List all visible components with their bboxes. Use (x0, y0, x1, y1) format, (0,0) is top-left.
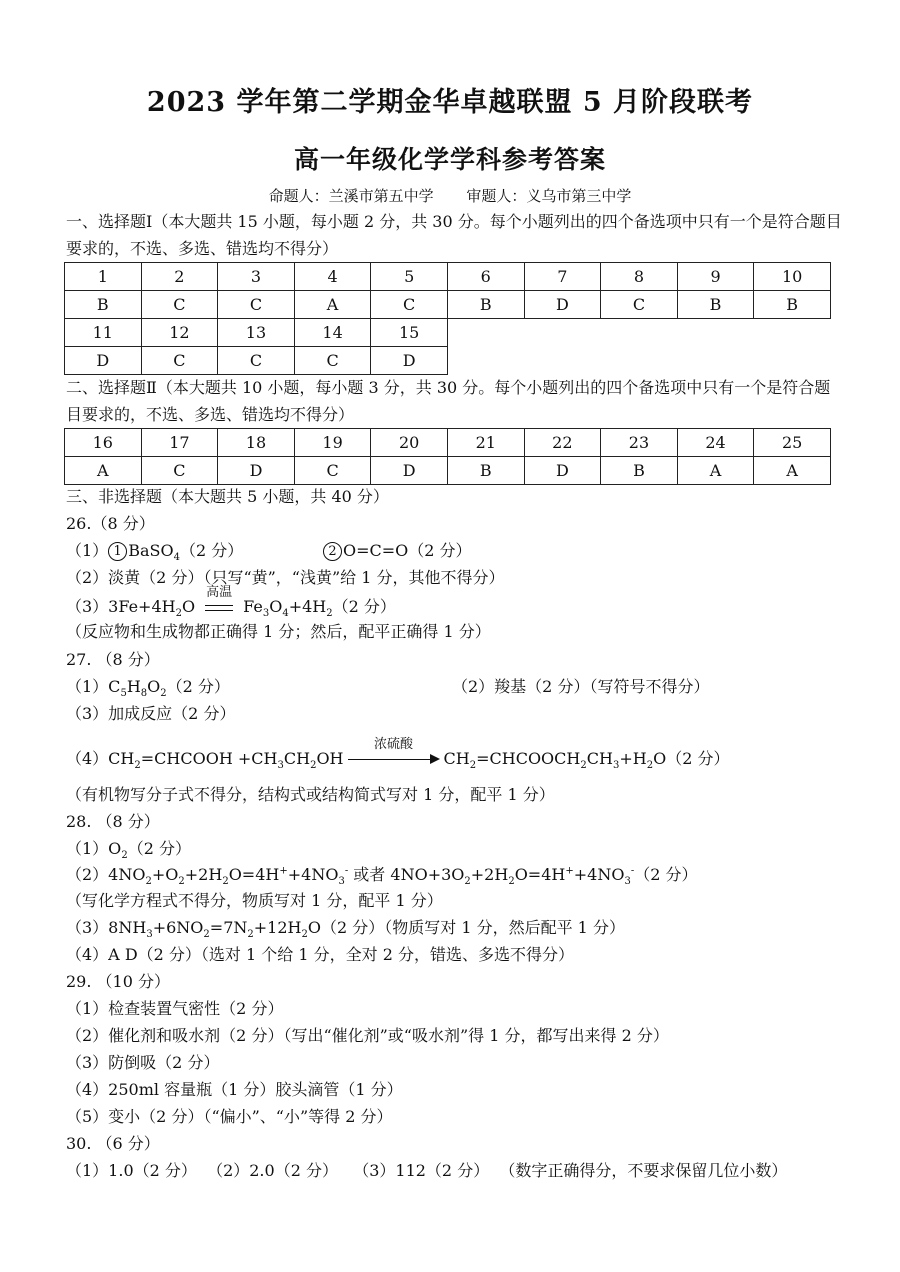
answer-cell: B (447, 291, 524, 319)
answer-cell: C (218, 291, 295, 319)
q28-part4: （4）A D（2 分）（选对 1 个给 1 分，全对 2 分，错选、多选不得分） (66, 945, 574, 964)
score-text: （2 分） (634, 865, 698, 884)
question-reviewer: 审题人：义乌市第三中学 (466, 187, 632, 205)
question-number: 12 (141, 319, 218, 347)
answer-text: O=C=O（2 分） (343, 541, 472, 560)
circled-number-icon: 2 (323, 542, 342, 561)
answer-cell: C (141, 457, 218, 485)
question-number: 25 (754, 429, 831, 457)
section2-answer-table (64, 428, 831, 485)
part-label: （1） (66, 541, 109, 560)
table-row (65, 429, 831, 457)
question-number: 5 (371, 263, 448, 291)
q27-part1: $(1)C_5H_8O_2(2$ 分） (66, 677, 230, 700)
score-text: （2 分）（物质写对 1 分，然后配平 1 分） (320, 918, 625, 937)
answer-cell: D (524, 291, 601, 319)
section1-answer-table (64, 262, 831, 319)
q26-note: （反应物和生成物都正确得 1 分；然后，配平正确得 1 分） (66, 622, 491, 641)
question-number: 22 (524, 429, 601, 457)
q26-part3: $(3)3Fe+4H_2O$ 高温 $Fe_3O_4+4H_2(2$ 分） (66, 596, 396, 618)
q28-heading: 28. （8 分） (66, 812, 160, 831)
answer-cell: C (141, 347, 218, 375)
question-number: 1 (65, 263, 142, 291)
score-text: （2 分） (166, 677, 230, 696)
question-number: 24 (677, 429, 754, 457)
answer-cell: A (294, 291, 371, 319)
score-text: （2 分） (179, 541, 244, 560)
subscript: 4 (173, 552, 180, 564)
answer-cell: D (218, 457, 295, 485)
table-row (65, 319, 448, 347)
q29-part2: （2）催化剂和吸水剂（2 分）（写出“催化剂”或“吸水剂”得 1 分，都写出来得 2 分） (66, 1026, 669, 1045)
table-row (65, 347, 448, 375)
table-row (65, 263, 831, 291)
q27-part3: （3）加成反应（2 分） (66, 704, 236, 723)
q29-heading: 29. （10 分） (66, 972, 170, 991)
q28-part1: $(1)O_2(2$ 分） (66, 839, 191, 862)
answer-cell: C (218, 347, 295, 375)
answer-cell: B (677, 291, 754, 319)
authors-line (0, 185, 900, 206)
question-number: 10 (754, 263, 831, 291)
answer-cell: D (371, 457, 448, 485)
question-number: 15 (371, 319, 448, 347)
answer-cell: C (294, 347, 371, 375)
question-number: 18 (218, 429, 295, 457)
answer-cell: D (65, 347, 142, 375)
q28-note: （写化学方程式不得分，物质写对 1 分，配平 1 分） (66, 891, 443, 910)
answer-cell: D (371, 347, 448, 375)
q29-part1: （1）检查装置气密性（2 分） (66, 999, 284, 1018)
question-number: 3 (218, 263, 295, 291)
question-number: 6 (447, 263, 524, 291)
answer-cell: C (141, 291, 218, 319)
q30-heading: 30. （6 分） (66, 1134, 160, 1153)
answer-cell: A (65, 457, 142, 485)
page-subtitle: 高一年级化学学科参考答案 (293, 145, 606, 174)
q29-part3: （3）防倒吸（2 分） (66, 1053, 220, 1072)
question-number: 20 (371, 429, 448, 457)
question-number: 17 (141, 429, 218, 457)
table-row (65, 291, 831, 319)
section1-intro: 一、选择题Ⅰ（本大题共 15 小题，每小题 2 分，共 30 分。每个小题列出的四个备选项中只有一个是符合题目要求的，不选、多选、错选均不得分） (66, 212, 842, 258)
q30-part1: （1）1.0（2 分） （2）2.0（2 分） （3）112（2 分） （数字正确得分，不要求保留几位小数） (66, 1161, 788, 1180)
q27-part2: （2）羧基（2 分）（写符号不得分） (452, 677, 710, 696)
score-text: （2 分） (666, 749, 730, 768)
score-text: （2 分） (127, 839, 191, 858)
question-number: 9 (677, 263, 754, 291)
answer-cell: B (601, 457, 678, 485)
q27-heading: 27. （8 分） (66, 650, 160, 669)
question-setter: 命题人：兰溪市第五中学 (268, 187, 434, 205)
question-number: 2 (141, 263, 218, 291)
section1-answer-table-2 (64, 318, 448, 375)
arrow-head-icon (430, 754, 440, 764)
q27-note: （有机物写分子式不得分，结构式或结构简式写对 1 分，配平 1 分） (66, 785, 555, 804)
question-number: 16 (65, 429, 142, 457)
answer-text (128, 541, 244, 564)
question-number: 8 (601, 263, 678, 291)
question-number: 11 (65, 319, 142, 347)
or-text: 或者 (348, 865, 391, 884)
q26-part1 (66, 540, 243, 562)
q26-heading: 26.（8 分） (66, 514, 155, 533)
question-number: 19 (294, 429, 371, 457)
condition-equals-sign (199, 585, 239, 618)
q28-part3: $(3)8NH_3+6NO_2=7N_2+12H_2O(2$ 分）（物质写对 1 分，然后配平 1 分） (66, 918, 625, 941)
question-number: 4 (294, 263, 371, 291)
section3-intro: 三、非选择题（本大题共 5 小题，共 40 分） (66, 487, 389, 506)
q26-part1-b (323, 540, 472, 562)
question-number: 7 (524, 263, 601, 291)
equation-products: Fe (243, 597, 263, 616)
answer-cell: C (294, 457, 371, 485)
formula-text: BaSO (128, 541, 174, 560)
page-title: 2023 学年第二学期金华卓越联盟 5 月阶段联考 (146, 87, 754, 118)
section2-intro: 二、选择题Ⅱ（本大题共 10 小题，每小题 3 分，共 30 分。每个小题列出的四个备选项中只有一个是符合题目要求的，不选、多选、错选均不得分） (66, 378, 831, 424)
answer-cell: A (677, 457, 754, 485)
q26-part2: （2）淡黄（2 分）（只写“黄”，“浅黄”给 1 分，其他不得分） (66, 568, 505, 587)
part-text: （1）C (66, 677, 121, 696)
answer-cell: B (447, 457, 524, 485)
answer-cell: A (754, 457, 831, 485)
question-number: 23 (601, 429, 678, 457)
q28-part2: $(2)4NO_2+O_2+2H_2O=4H^++4NO_3^-$ 或者 $4NO+3O_2+2H_2O=4H^++4NO_3^-(2$ 分） (66, 865, 698, 888)
q29-part4: （4）250ml 容量瓶（1 分）胶头滴管（1 分） (66, 1080, 403, 1099)
score-text: （2 分） (332, 597, 396, 616)
reaction-condition: 浓硫酸 (374, 737, 414, 752)
reaction-arrow (348, 737, 440, 770)
question-number: 13 (218, 319, 295, 347)
question-number: 14 (294, 319, 371, 347)
q27-part4: $(4)CH_2=CHCOOH +CH_3CH_2OH$ 浓硫酸 $CH_2=CHCOOCH_2CH_3+H_2O(2$ 分） (66, 748, 729, 770)
answer-cell: B (65, 291, 142, 319)
question-number: 21 (447, 429, 524, 457)
table-row (65, 457, 831, 485)
subscript: 2 (175, 608, 182, 620)
answer-cell: B (754, 291, 831, 319)
answer-cell: D (524, 457, 601, 485)
answer-cell: C (601, 291, 678, 319)
answer-cell: C (371, 291, 448, 319)
circled-number-icon: 1 (108, 542, 127, 561)
q29-part5: （5）变小（2 分）（“偏小”、“小”等得 2 分） (66, 1107, 393, 1126)
reaction-condition: 高温 (206, 585, 233, 600)
equation-reactants: （3）3Fe+4H (66, 597, 176, 616)
